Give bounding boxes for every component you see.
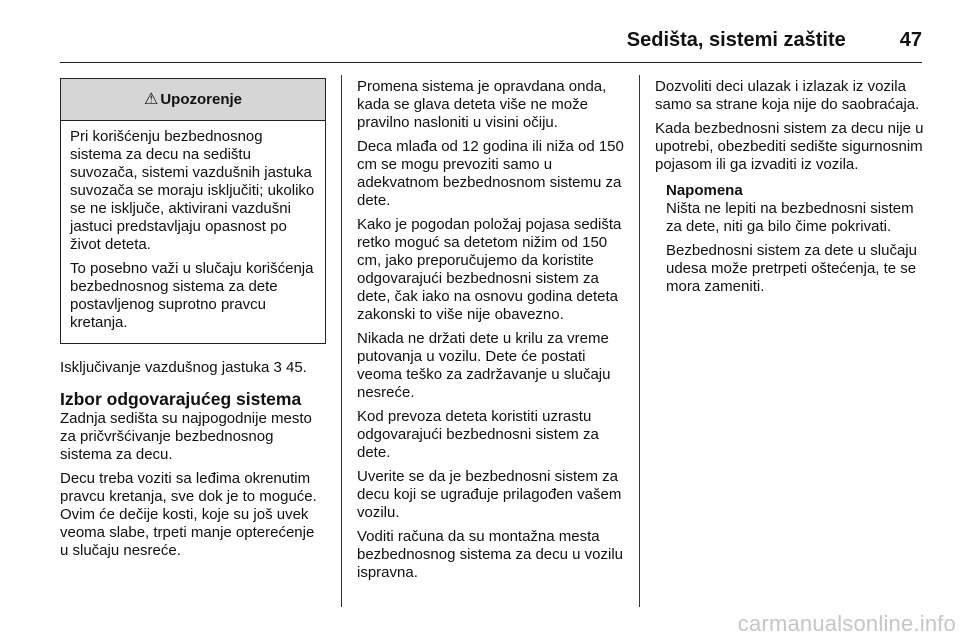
body-paragraph: Kada bezbednosni sistem za decu nije u upotrebi, obezbediti sedište sigurnosnim pojasom ili ga izvaditi iz vozila. xyxy=(655,120,924,173)
page-number: 47 xyxy=(899,28,922,51)
column-divider-1 xyxy=(341,75,342,607)
warning-title: Upozorenje xyxy=(160,90,243,108)
column-3 xyxy=(655,78,925,302)
watermark: carmanualsonline.info xyxy=(737,611,956,636)
warning-header xyxy=(61,79,325,121)
section-paragraph: Zadnja sedišta su najpogodnije mesto za pričvršćivanje bezbednosnog sistema za decu. xyxy=(60,410,312,463)
body-paragraph: Promena sistema je opravdana onda, kada se glava deteta više ne može pravilno nasloniti u visini očiju. xyxy=(357,78,607,131)
airbag-reference[interactable] xyxy=(60,359,326,377)
section-paragraph: Decu treba voziti sa leđima okrenutim pravcu kretanja, sve dok je to moguće. Ovim će dečije kosti, koje su još uvek veoma slabe, trpeti manje opterećenje u slučaju nesreće. xyxy=(60,470,317,559)
note-title: Napomena xyxy=(666,182,743,199)
body-paragraph: Kod prevoza deteta koristiti uzrastu odgovarajući bezbednosni sistem za dete. xyxy=(357,408,599,461)
warning-paragraph: To posebno važi u slučaju korišćenja bezbednosnog sistema za dete postavljenog suprotno pravcu kretanja. xyxy=(70,260,314,331)
warning-paragraph: Pri korišćenju bezbednosnog sistema za decu na sedištu suvozača, sistemi vazdušnih jastuka suvozača se moraju isključiti; ukoliko se ne isključe, aktivirani vazdušni jastuci predstavljaju opasnost po život deteta. xyxy=(70,128,315,253)
column-divider-2 xyxy=(639,75,640,607)
body-paragraph: Deca mlađa od 12 godina ili niža od 150 cm se mogu prevoziti samo u adekvatnom bezbednosnom sistemu za dete. xyxy=(357,138,624,209)
warning-box xyxy=(60,78,326,344)
body-paragraph: Nikada ne držati dete u krilu za vreme putovanja u vozilu. Dete će postati veoma teško za zadržavanje u slučaju nesreće. xyxy=(357,330,611,401)
note-paragraph: Bezbednosni sistem za dete u slučaju udesa može pretrpeti oštećenja, te se mora zameniti. xyxy=(666,242,917,295)
page-header xyxy=(60,18,922,62)
airbag-reference-text: Isključivanje vazdušnog jastuka xyxy=(60,359,270,376)
note-box xyxy=(666,182,925,296)
warning-triangle-icon: ⚠ xyxy=(143,90,159,108)
body-paragraph: Voditi računa da su montažna mesta bezbednosnog sistema za decu u vozilu ispravna. xyxy=(357,528,624,581)
airbag-reference-page: 45. xyxy=(285,359,307,376)
warning-body xyxy=(61,121,325,343)
body-paragraph: Kako je pogodan položaj pojasa sedišta retko moguć sa detetom nižim od 150 cm, jako preporučujemo da koristite odgovarajući bezbednosni sistem za dete, čak iako na osnovu godina deteta zakonski to više nije obavezno. xyxy=(357,216,622,323)
column-2 xyxy=(357,78,625,588)
body-paragraph: Uverite se da je bezbednosni sistem za decu koji se ugrađuje prilagođen vašem vozilu. xyxy=(357,468,622,521)
header-divider xyxy=(60,62,922,63)
section-title: Izbor odgovarajućeg sistema xyxy=(60,389,302,409)
page-arrow-icon: 3 xyxy=(273,359,282,376)
note-paragraph: Ništa ne lepiti na bezbednosni sistem za dete, niti ga bilo čime pokrivati. xyxy=(666,200,914,235)
page-title: Sedišta, sistemi zaštite xyxy=(626,28,846,51)
column-1 xyxy=(60,78,326,566)
body-paragraph: Dozvoliti deci ulazak i izlazak iz vozila samo sa strane koja nije do saobraćaja. xyxy=(655,78,920,113)
